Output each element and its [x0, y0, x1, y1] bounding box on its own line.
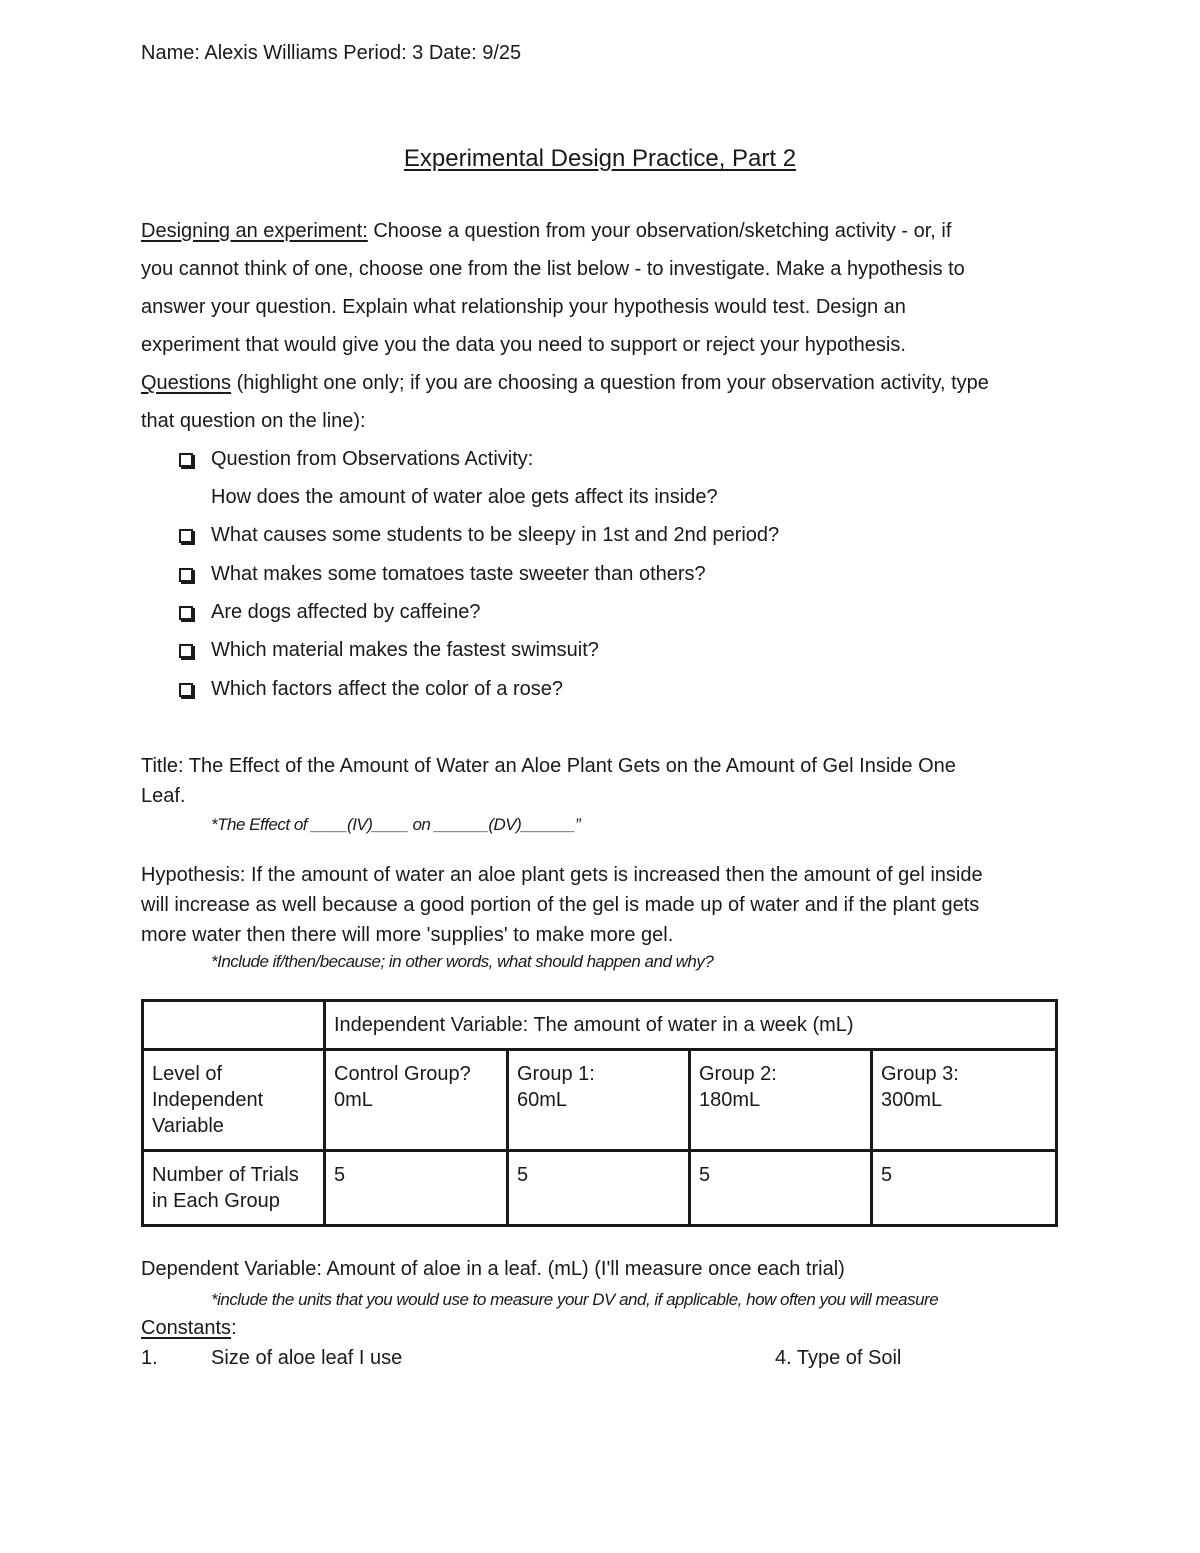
questions-line-1 [141, 372, 989, 395]
hypothesis-line-1: Hypothesis: If the amount of water an aloe plant gets is increased then the amount of gel inside [141, 864, 983, 886]
checkbox-bullet-icon [179, 606, 193, 620]
page-title: Experimental Design Practice, Part 2 [403, 145, 797, 172]
level-value: 300mL [881, 1089, 943, 1111]
table-cell [872, 1050, 1057, 1151]
table-empty-cell [143, 1001, 325, 1050]
table-cell [325, 1050, 508, 1151]
table-iv-header: Independent Variable: The amount of water in a week (mL) [325, 1001, 1057, 1050]
table-row [143, 1050, 1057, 1151]
designing-line-1 [141, 220, 951, 243]
checkbox-bullet-icon [179, 453, 193, 467]
designing-line-4: experiment that would give you the data you need to support or reject your hypothesis. [141, 334, 906, 356]
checkbox-bullet-icon [179, 529, 193, 543]
independent-variable-table [141, 999, 1058, 1227]
constant-item: Size of aloe leaf I use [211, 1347, 403, 1369]
checkbox-bullet-icon [179, 568, 193, 582]
constants-colon: : [231, 1317, 237, 1339]
title-format-note: *The Effect of ____(IV)____ on ______(DV)______” [211, 815, 581, 834]
constant-number: 1. [141, 1347, 158, 1369]
table-cell: 5 [690, 1151, 872, 1226]
questions-text-1: (highlight one only; if you are choosing a question from your observation activity, type [231, 372, 989, 394]
question-item: Are dogs affected by caffeine? [211, 601, 481, 623]
constants-heading [141, 1317, 237, 1340]
question-item: Which factors affect the color of a rose? [211, 678, 564, 700]
hypothesis-line-2: will increase as well because a good portion of the gel is made up of water and if the plant gets [141, 894, 980, 916]
questions-line-2: that question on the line): [141, 410, 366, 432]
level-name: Group 3: [881, 1063, 959, 1085]
table-row-label: Level of Independent Variable [143, 1050, 325, 1151]
experiment-title-line-1: Title: The Effect of the Amount of Water an Aloe Plant Gets on the Amount of Gel Inside One [141, 755, 956, 777]
level-value: 60mL [517, 1089, 568, 1111]
designing-text-1: Choose a question from your observation/sketching activity - or, if [367, 220, 952, 242]
table-cell: 5 [325, 1151, 508, 1226]
designing-line-2: you cannot think of one, choose one from the list below - to investigate. Make a hypothesis to [141, 258, 965, 280]
question-item: Which material makes the fastest swimsuit? [211, 639, 599, 661]
questions-label: Questions [141, 372, 232, 394]
table-cell [508, 1050, 690, 1151]
experiment-title-line-2: Leaf. [141, 785, 186, 807]
hypothesis-line-3: more water then there will more 'supplies' to make more gel. [141, 924, 674, 946]
designing-line-3: answer your question. Explain what relationship your hypothesis would test. Design an [141, 296, 906, 318]
table-cell: 5 [872, 1151, 1057, 1226]
question-item: Question from Observations Activity: [211, 448, 534, 470]
constant-item: 4. Type of Soil [775, 1347, 902, 1369]
table-row [143, 1151, 1057, 1226]
table-cell [690, 1050, 872, 1151]
checkbox-bullet-icon [179, 683, 193, 697]
dependent-variable-note: *include the units that you would use to measure your DV and, if applicable, how often you will measure [211, 1290, 939, 1309]
table-row-label: Number of Trials in Each Group [143, 1151, 325, 1226]
designing-label: Designing an experiment: [141, 220, 368, 242]
dependent-variable-line: Dependent Variable: Amount of aloe in a leaf. (mL) (I'll measure once each trial) [141, 1258, 845, 1280]
constants-label: Constants [141, 1317, 232, 1339]
level-name: Control Group? [334, 1063, 471, 1085]
level-name: Group 1: [517, 1063, 595, 1085]
question-item: What causes some students to be sleepy in 1st and 2nd period? [211, 524, 780, 546]
student-header: Name: Alexis Williams Period: 3 Date: 9/25 [141, 42, 522, 64]
level-name: Group 2: [699, 1063, 777, 1085]
hypothesis-note: *Include if/then/because; in other words, what should happen and why? [211, 952, 714, 971]
level-value: 180mL [699, 1089, 761, 1111]
table-header-row [143, 1001, 1057, 1050]
question-answer: How does the amount of water aloe gets affect its inside? [211, 486, 718, 508]
level-value: 0mL [334, 1089, 373, 1111]
checkbox-bullet-icon [179, 644, 193, 658]
table-cell: 5 [508, 1151, 690, 1226]
question-item: What makes some tomatoes taste sweeter than others? [211, 563, 706, 585]
